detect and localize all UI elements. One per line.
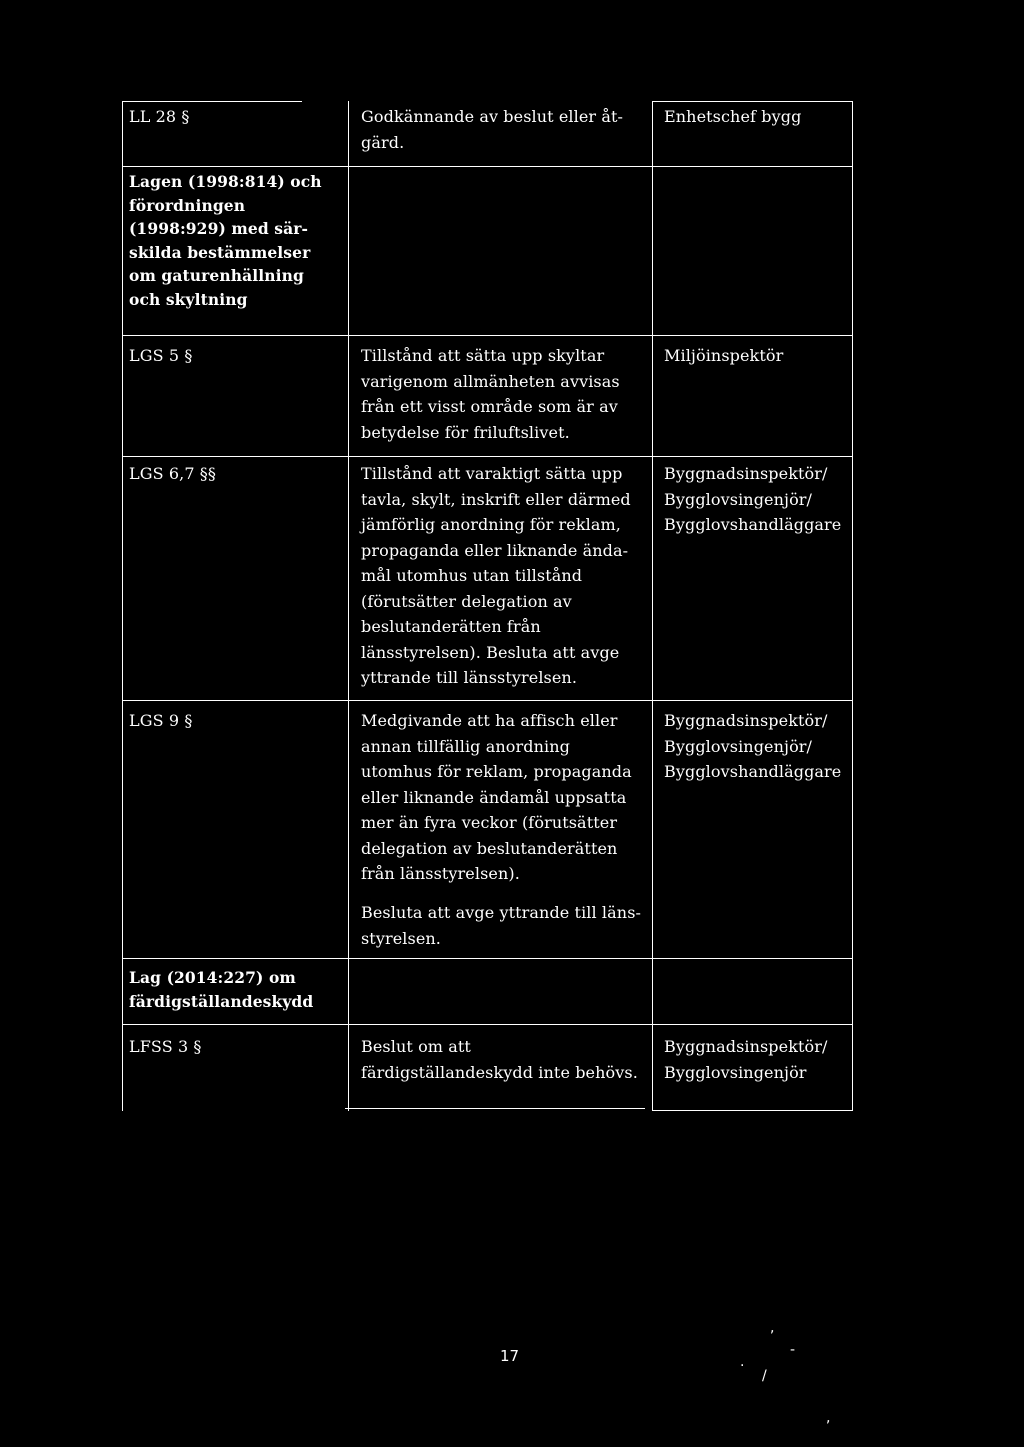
scan-speck: /: [762, 1368, 767, 1384]
section-heading: Lag (2014:227) om färdigställandeskydd: [129, 968, 314, 1011]
scan-speck: ,: [826, 1410, 831, 1426]
delegate-role: Enhetschef bygg: [664, 107, 802, 126]
grid-line: [652, 1110, 852, 1111]
grid-line: [122, 1024, 852, 1025]
page-number: 17: [500, 1347, 520, 1365]
grid-line: [852, 101, 853, 1111]
grid-line: [122, 958, 852, 959]
grid-line: [122, 101, 123, 1111]
delegate-role: Miljöinspektör: [664, 346, 784, 365]
law-reference: LGS 9 §: [129, 711, 193, 730]
delegate-role: Byggnadsinspektör/ Bygglovsingenjör/ Bygglovshandläggare: [664, 464, 842, 534]
decision-description: Medgivande att ha affisch eller annan tillfällig anordning utomhus för reklam, propaganda eller liknande ändamål uppsatta mer än fyra veckor (förutsätter delegation av beslutanderätten från länsstyrelsen).: [361, 711, 632, 883]
grid-line: [652, 101, 852, 102]
law-reference: LFSS 3 §: [129, 1037, 202, 1056]
decision-description-continued: Besluta att avge yttrande till läns- styrelsen.: [361, 903, 642, 948]
decision-description: Tillstånd att sätta upp skyltar varigenom allmänheten avvisas från ett visst område som är av betydelse för friluftslivet.: [361, 346, 620, 442]
grid-line: [122, 101, 302, 102]
decision-description: Tillstånd att varaktigt sätta upp tavla, skylt, inskrift eller därmed jämförlig anordning för reklam, propaganda eller liknande ända- mål utomhus utan tillstånd (förutsätter delegation av beslutanderätten från länsstyrelsen). Besluta att avge yttrande till länsstyrelsen.: [361, 464, 631, 687]
scan-speck: -: [790, 1342, 796, 1358]
law-reference: LGS 6,7 §§: [129, 464, 216, 483]
grid-line: [122, 700, 852, 701]
decision-description: Godkännande av beslut eller åt- gärd.: [361, 107, 624, 152]
grid-line: [652, 101, 653, 1111]
grid-line: [122, 335, 852, 336]
grid-line: [122, 456, 852, 457]
law-reference: LL 28 §: [129, 107, 190, 126]
decision-description: Beslut om att färdigställandeskydd inte behövs.: [361, 1037, 638, 1082]
delegate-role: Byggnadsinspektör/ Bygglovsingenjör/ Bygglovshandläggare: [664, 711, 842, 781]
law-reference: LGS 5 §: [129, 346, 193, 365]
grid-line: [122, 166, 852, 167]
grid-line: [348, 101, 349, 1111]
grid-line: [345, 1108, 645, 1109]
delegate-role: Byggnadsinspektör/ Bygglovsingenjör: [664, 1037, 828, 1082]
scan-speck: .: [740, 1354, 745, 1370]
scan-speck: ,: [770, 1320, 775, 1336]
section-heading: Lagen (1998:814) och förordningen (1998:929) med sär- skilda bestämmelser om gaturenhällning och skyltning: [129, 172, 322, 309]
